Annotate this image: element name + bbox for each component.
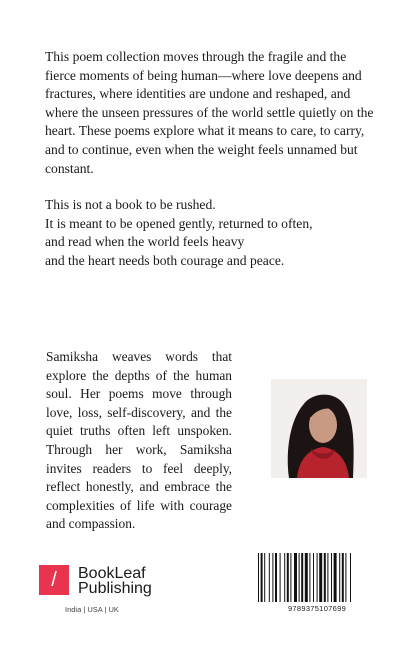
publisher-logo-mark: / (39, 565, 69, 595)
barcode-bar (313, 553, 314, 602)
isbn-number: 9789375107699 (287, 604, 347, 613)
barcode-bar (284, 553, 285, 602)
publisher-name-line: Publishing (78, 580, 152, 597)
barcode-bar (299, 553, 300, 602)
barcode-bar (280, 553, 281, 602)
publisher-name (78, 566, 152, 596)
publisher-logo (39, 565, 179, 615)
blurb-line: and the heart needs both courage and peace. (45, 252, 285, 268)
barcode-bar (269, 553, 270, 602)
paragraph-gap (45, 178, 375, 196)
barcode-bar (309, 553, 310, 602)
author-photo (271, 379, 367, 478)
blurb-line: and read when the world feels heavy (45, 234, 245, 250)
blurb-line: It is meant to be opened gently, returned to often, (45, 215, 313, 231)
author-portrait-image (271, 379, 367, 478)
barcode-bar (350, 553, 351, 602)
barcode-bar (294, 553, 297, 602)
barcode-bar (317, 553, 318, 602)
barcode-bar (261, 553, 263, 602)
barcode-bar (342, 553, 344, 602)
barcode-bar (319, 553, 322, 602)
blurb-paragraph: This poem collection moves through the fragile and the fierce moments of being human—where love deepens and fractures, where identities are undone and reshaped, and where the unseen pressures of the world settle quietly on the heart. These poems explore what it means to care, to carry, and to continue, even when the weight feels unnamed but constant. (45, 49, 374, 176)
barcode-bar (345, 553, 346, 602)
barcode-bar (287, 553, 289, 602)
blurb-line: This is not a book to be rushed. (45, 197, 216, 213)
barcode-bar (334, 553, 337, 602)
barcode-bar (339, 553, 340, 602)
barcode-bar (331, 553, 332, 602)
publisher-locations: India | USA | UK (65, 605, 119, 614)
barcode-bar (264, 553, 265, 602)
barcode-bar (305, 553, 308, 602)
barcode-bar (301, 553, 303, 602)
barcode-bar (290, 553, 291, 602)
barcode-bar (275, 553, 277, 602)
barcode-bar (327, 553, 328, 602)
barcode-bar (324, 553, 326, 602)
publisher-name-line: BookLeaf (78, 565, 146, 582)
barcode-bar (258, 553, 259, 602)
author-bio: Samiksha weaves words that explore the depths of the human soul. Her poems move through love, loss, self-discovery, and the quiet truths often left unspoken. Through her work, Samiksha invites readers to feel deeply, reflect honestly, and embrace the complexities of life with courage and compassion. (46, 349, 232, 532)
barcode-bar (272, 553, 273, 602)
back-cover-blurb (45, 48, 375, 271)
